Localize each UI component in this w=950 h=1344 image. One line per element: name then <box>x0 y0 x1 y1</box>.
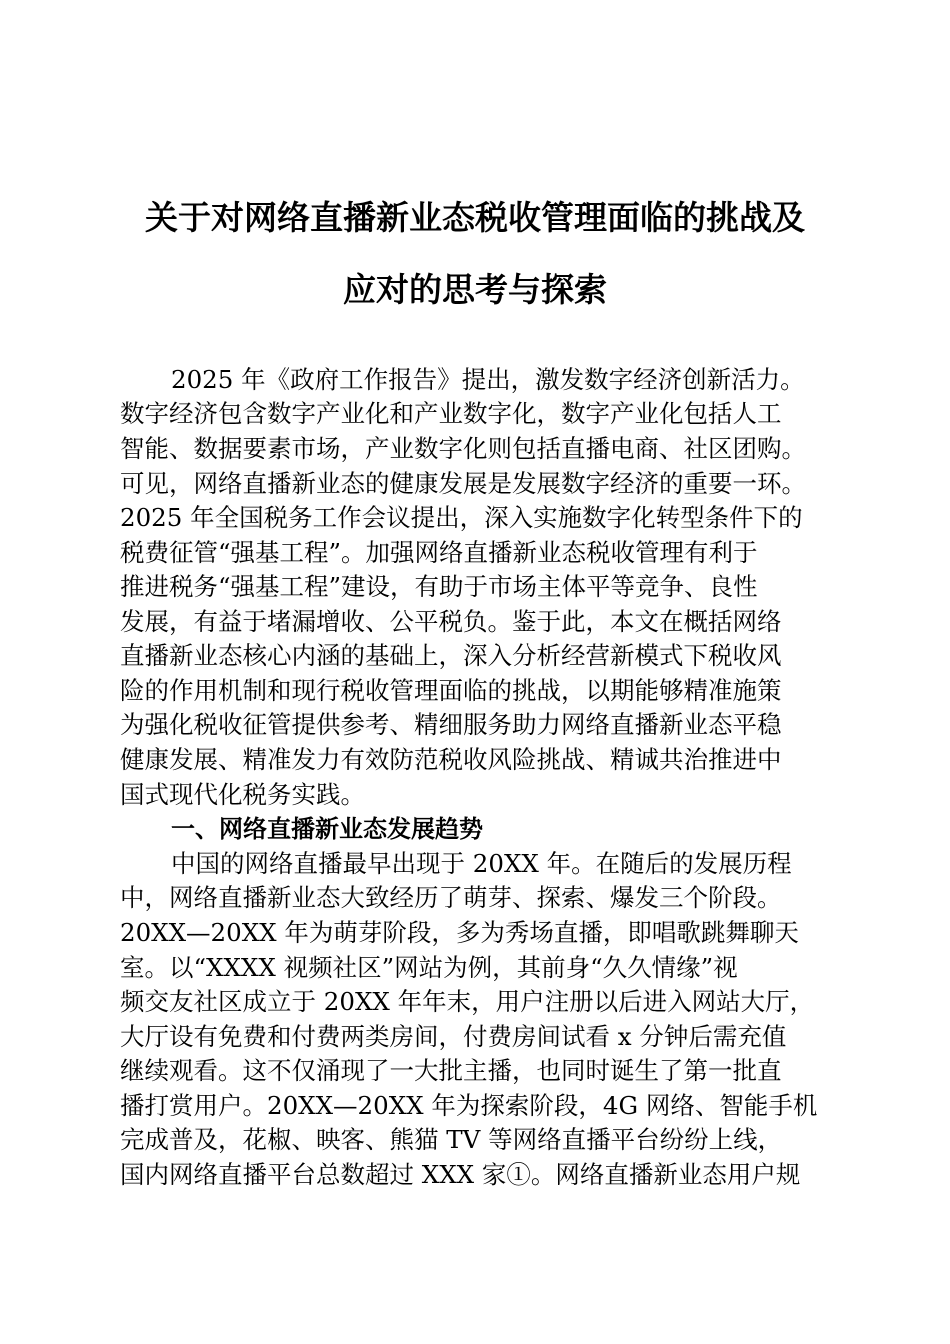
document-title-line-1: 关于对网络直播新业态税收管理面临的挑战及 <box>145 198 805 237</box>
text-line: 可见，网络直播新业态的健康发展是发展数字经济的重要一环。 <box>120 469 806 498</box>
text-line: 智能、数据要素市场，产业数字化则包括直播电商、社区团购。 <box>120 434 806 463</box>
text-line: 频交友社区成立于 20XX 年年末，用户注册以后进入网站大厅， <box>120 987 815 1016</box>
text-line: 发展，有益于堵漏增收、公平税负。鉴于此，本文在概括网络 <box>120 607 782 636</box>
text-line: 险的作用机制和现行税收管理面临的挑战，以期能够精准施策 <box>120 676 782 705</box>
text-line: 大厅设有免费和付费两类房间，付费房间试看 x 分钟后需充值 <box>120 1022 787 1051</box>
text-line: 税费征管“强基工程”。加强网络直播新业态税收管理有利于 <box>120 538 758 567</box>
text-line: 20XX—20XX 年为萌芽阶段，多为秀场直播，即唱歌跳舞聊天 <box>120 918 799 947</box>
section-heading: 一、网络直播新业态发展趋势 <box>171 815 483 843</box>
text-line: 继续观看。这不仅涌现了一大批主播，也同时诞生了第一批直 <box>120 1056 782 1085</box>
text-line: 中，网络直播新业态大致经历了萌芽、探索、爆发三个阶段。 <box>120 883 782 912</box>
text-line: 国内网络直播平台总数超过 XXX 家①。网络直播新业态用户规 <box>120 1160 801 1189</box>
text-line: 完成普及，花椒、映客、熊猫 TV 等网络直播平台纷纷上线， <box>120 1125 783 1154</box>
text-line: 中国的网络直播最早出现于 20XX 年。在随后的发展历程 <box>171 849 792 878</box>
text-line: 直播新业态核心内涵的基础上，深入分析经营新模式下税收风 <box>120 641 782 670</box>
text-line: 为强化税收征管提供参考、精细服务助力网络直播新业态平稳 <box>120 710 782 739</box>
text-line: 国式现代化税务实践。 <box>120 780 365 809</box>
text-line: 室。以“XXXX 视频社区”网站为例，其前身“久久情缘”视 <box>120 953 738 982</box>
text-line: 2025 年《政府工作报告》提出，激发数字经济创新活力。 <box>171 365 805 394</box>
text-line: 健康发展、精准发力有效防范税收风险挑战、精诚共治推进中 <box>120 745 782 774</box>
text-line: 数字经济包含数字产业化和产业数字化，数字产业化包括人工 <box>120 399 782 428</box>
text-line: 播打赏用户。20XX—20XX 年为探索阶段，4G 网络、智能手机 <box>120 1091 818 1120</box>
document-title-line-2: 应对的思考与探索 <box>343 270 607 309</box>
text-line: 推进税务“强基工程”建设，有助于市场主体平等竞争、良性 <box>120 572 758 601</box>
text-line: 2025 年全国税务工作会议提出，深入实施数字化转型条件下的 <box>120 503 803 532</box>
